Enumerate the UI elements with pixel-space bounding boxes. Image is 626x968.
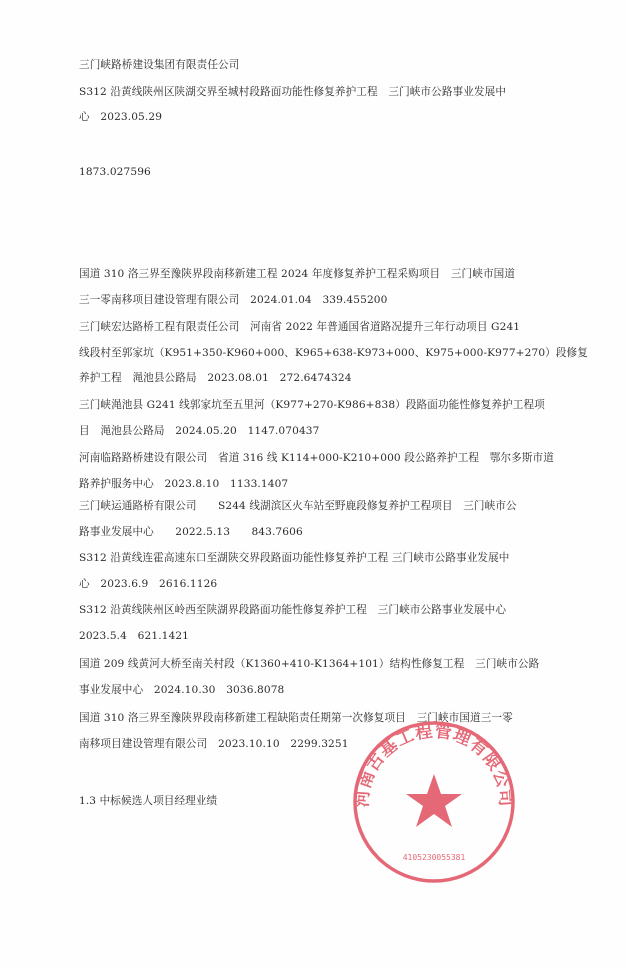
company-seal-stamp (349, 717, 519, 887)
record-line: 三一零南移项目建设管理有限公司 2024.01.04 339.455200 (79, 294, 388, 306)
record-line: 三门峡宏达路桥工程有限责任公司 河南省 2022 年普通国省道路况提升三年行动项目 G241 (79, 321, 521, 333)
record-line: 目 渑池县公路局 2024.05.20 1147.070437 (79, 425, 320, 437)
seal-text: 河南古基工程管理有限公司 (352, 721, 516, 808)
seal-star-icon (406, 774, 462, 827)
record-line: 路事业发展中心 2022.5.13 843.7606 (79, 526, 303, 538)
record-line: S312 沿黄线陕州区岭西至陕湖界段路面功能性修复养护工程 三门峡市公路事业发展中心 (79, 604, 507, 616)
record-line: 国道 310 洛三界至豫陕界段南移新建工程缺陷责任期第一次修复项目 三门峡市国道三一零 (79, 712, 513, 724)
record-line: 线段村至郭家坑（K951+350-K960+000、K965+638-K973+000、K975+000-K977+270）段修复 (79, 347, 588, 359)
record-line: 河南临路路桥建设有限公司 省道 316 线 K114+000-K210+000 段公路养护工程 鄂尔多斯市道 (79, 452, 554, 464)
record-line: 事业发展中心 2024.10.30 3036.8078 (79, 684, 285, 696)
amount-value: 1873.027596 (79, 166, 151, 178)
record-line: 2023.5.4 621.1421 (79, 630, 190, 642)
company-name: 三门峡路桥建设集团有限责任公司 (79, 59, 240, 71)
project-line: 心 2023.05.29 (79, 111, 163, 123)
record-line: 国道 310 洛三界至豫陕界段南移新建工程 2024 年度修复养护工程采购项目 三门峡市国道 (79, 268, 516, 280)
seal-number: 4105230055381 (402, 853, 466, 862)
record-line: 三门峡渑池县 G241 线郭家坑至五里河（K977+270-K986+838）段路面功能性修复养护工程项 (79, 399, 545, 411)
record-line: 国道 209 线黄河大桥至南关村段（K1360+410-K1364+101）结构性修复工程 三门峡市公路 (79, 658, 540, 670)
record-line: 养护工程 渑池县公路局 2023.08.01 272.6474324 (79, 372, 352, 384)
record-line: 南移项目建设管理有限公司 2023.10.10 2299.3251 (79, 738, 349, 750)
record-line: 三门峡运通路桥有限公司 S244 线湖滨区火车站至野鹿段修复养护工程项目 三门峡市公 (79, 500, 517, 512)
record-line: 心 2023.6.9 2616.1126 (79, 578, 218, 590)
section-heading: 1.3 中标候选人项目经理业绩 (79, 795, 218, 807)
record-line: 路养护服务中心 2023.8.10 1133.1407 (79, 478, 289, 490)
record-line: S312 沿黄线连霍高速东口至湖陕交界段路面功能性修复养护工程 三门峡市公路事业发展中 (79, 552, 510, 564)
project-line: S312 沿黄线陕州区陕湖交界至城村段路面功能性修复养护工程 三门峡市公路事业发展中 (79, 86, 507, 98)
